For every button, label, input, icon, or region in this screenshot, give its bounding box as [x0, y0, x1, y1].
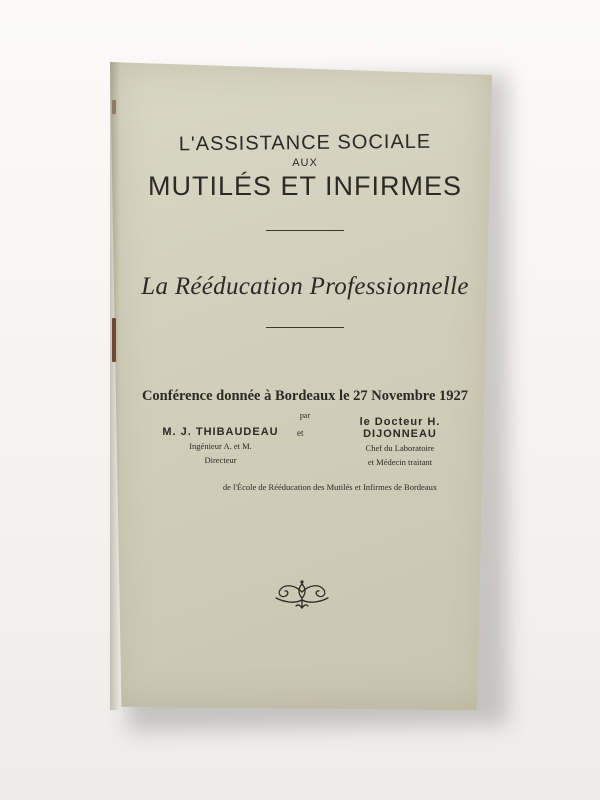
booklet-spine [110, 62, 120, 710]
author-1 [158, 426, 283, 465]
author-1-name: M. J. THIBAUDEAU [162, 426, 279, 438]
authors-block [120, 416, 490, 500]
author-2-detail-1: Chef du Laboratoire [365, 443, 435, 453]
divider [266, 327, 344, 328]
heading-line-1: L'ASSISTANCE SOCIALE [178, 130, 432, 156]
divider [266, 230, 344, 231]
heading-line-2: AUX [292, 157, 318, 169]
heading-line-3: MUTILÉS ET INFIRMES [147, 171, 463, 201]
author-1-detail-2: Directeur [204, 454, 237, 465]
staple [112, 318, 116, 362]
by-line: par [299, 411, 311, 420]
conference-line: Conférence donnée à Bordeaux le 27 Novembre 1927 [141, 388, 469, 404]
cover-content [120, 120, 490, 500]
author-1-detail-1: Ingénieur A. et M. [189, 441, 252, 451]
school-line: de l'École de Rééducation des Mutilés et Infirmes de Bordeaux [222, 482, 438, 492]
subtitle: La Rééducation Professionnelle [141, 273, 469, 300]
and-text: et [297, 428, 304, 438]
author-2 [325, 416, 475, 467]
author-2-detail-2: et Médecin traitant [367, 456, 433, 467]
floral-ornament-icon [270, 578, 334, 612]
author-2-name: le Docteur H. DIJONNEAU [359, 416, 441, 440]
staple [112, 100, 116, 114]
